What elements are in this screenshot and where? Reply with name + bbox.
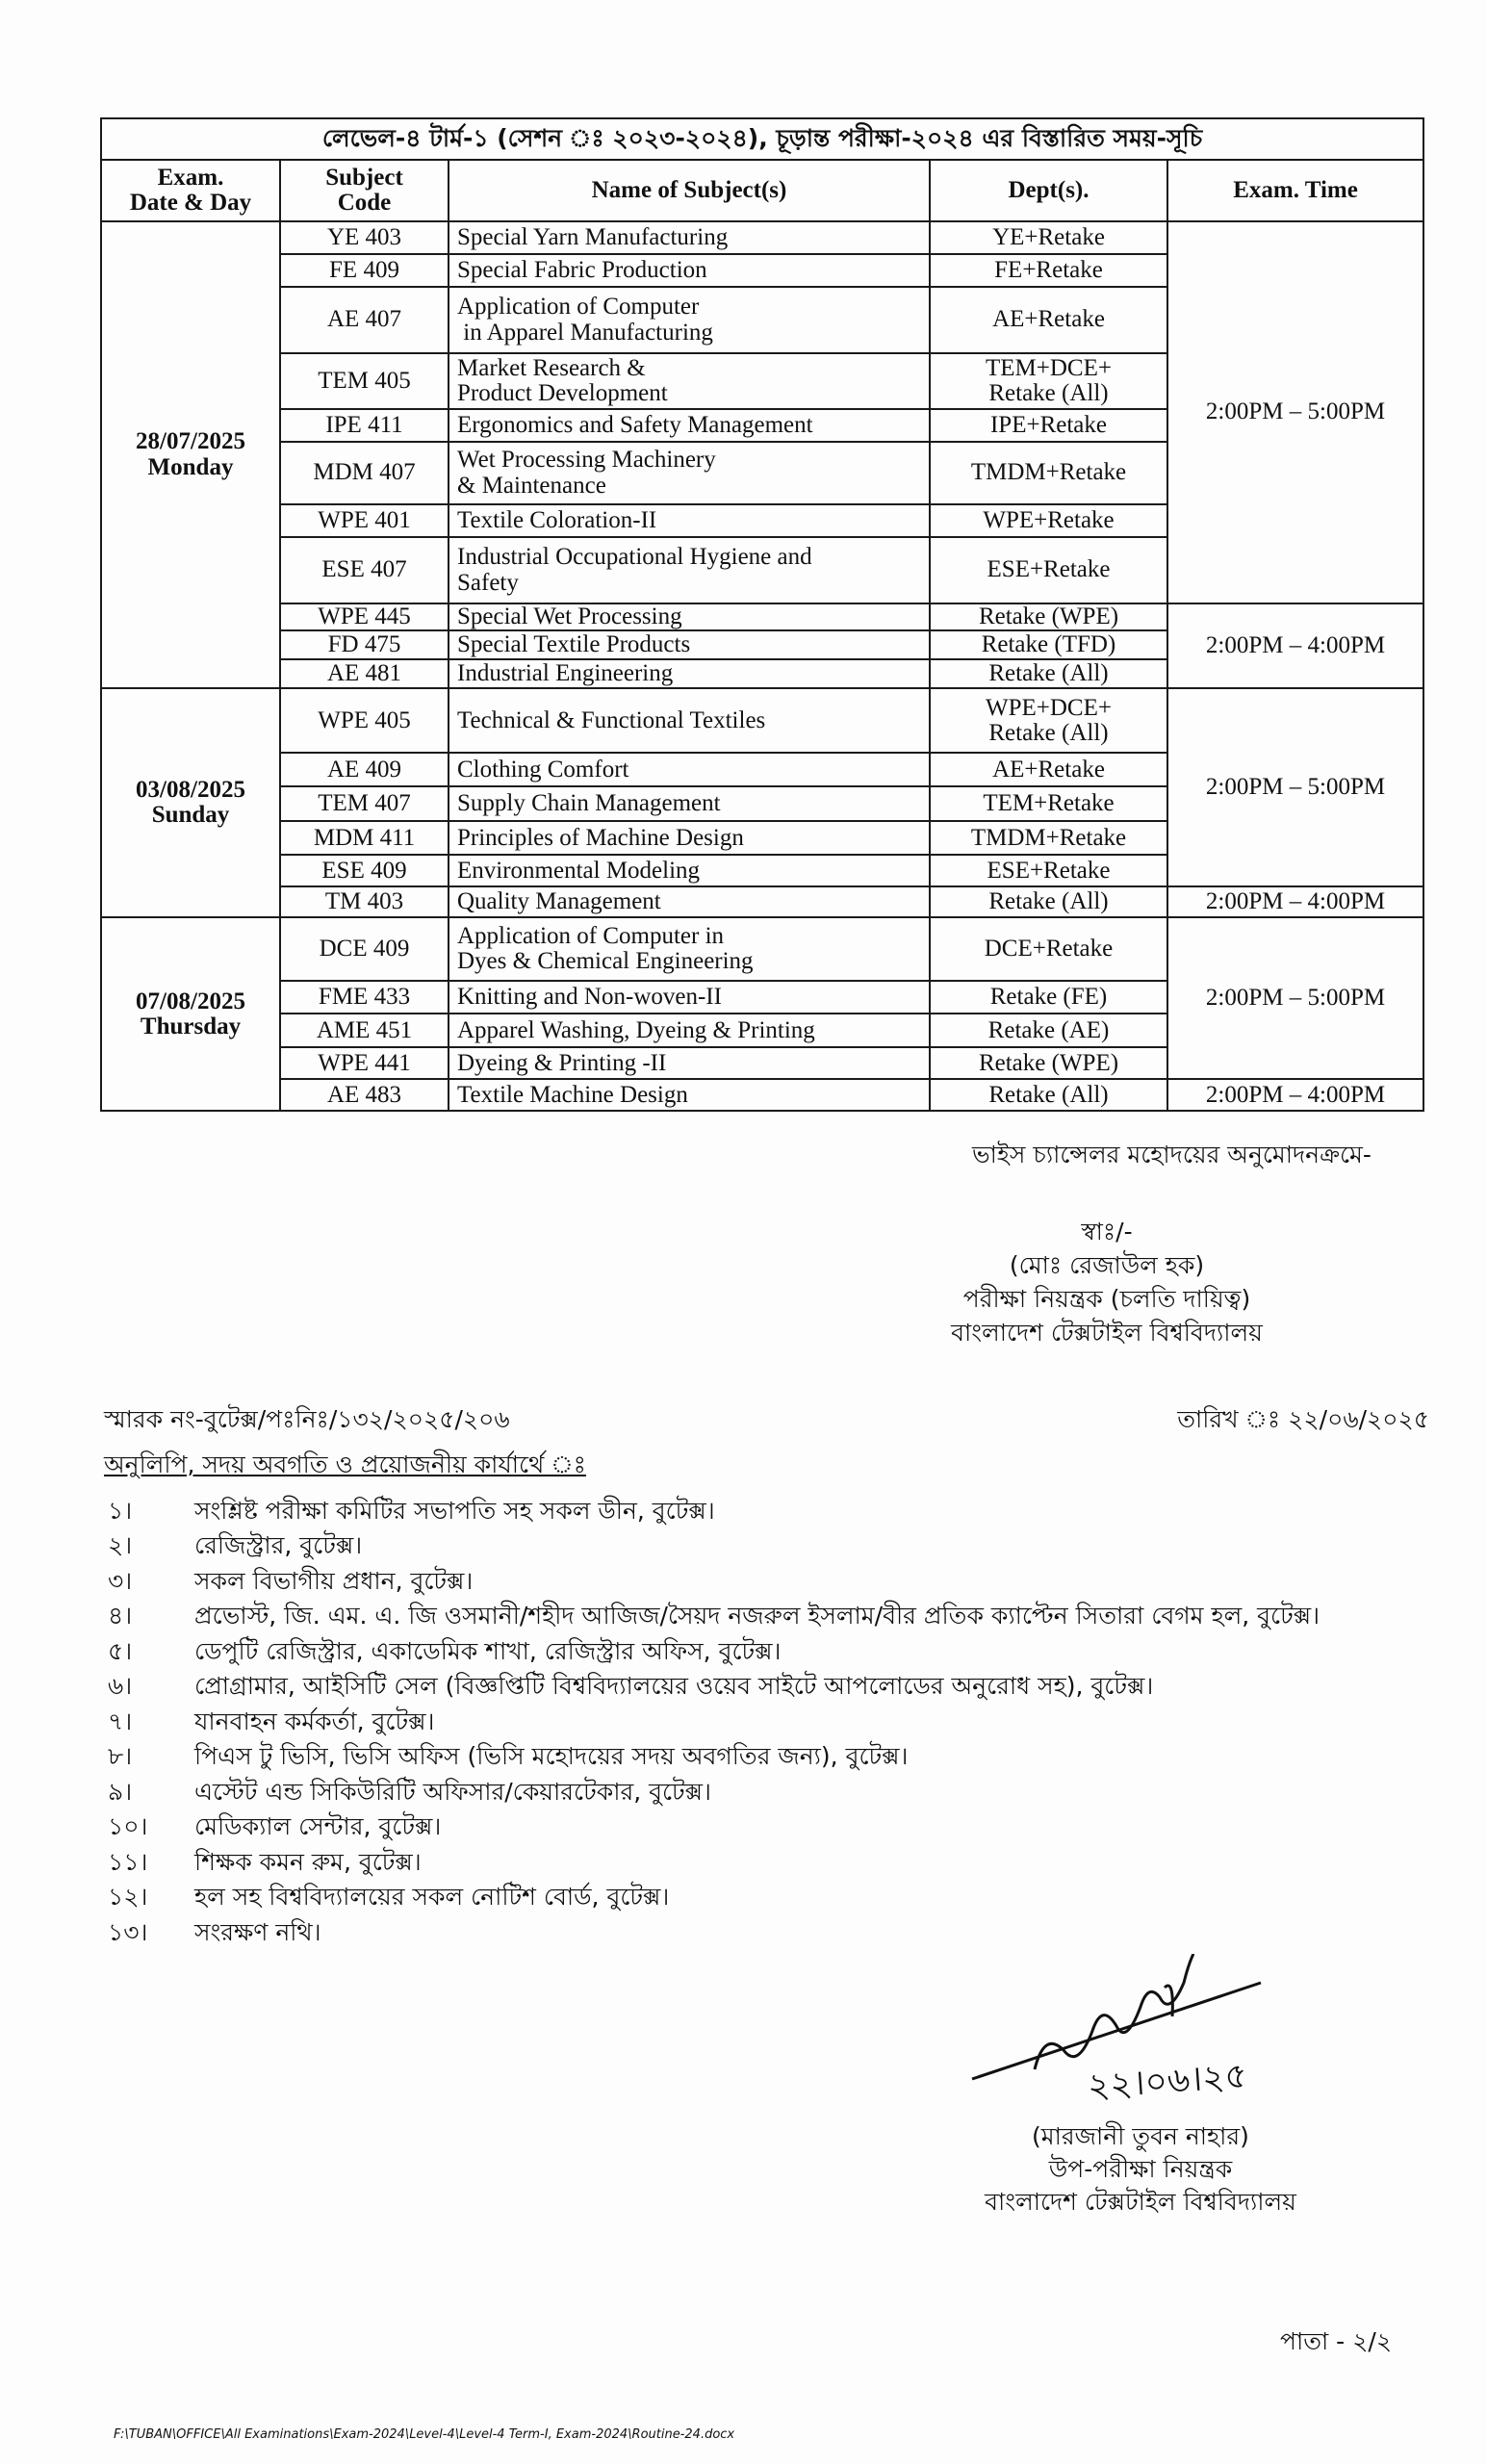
- cc-list-item: [108, 1811, 1320, 1847]
- dept-line: DCE+Retake: [984, 936, 1114, 962]
- exam-day: Monday: [147, 453, 234, 480]
- subject-code: TEM 407: [280, 786, 449, 821]
- dept-line: Retake (AE): [987, 1016, 1110, 1043]
- table-row: [101, 688, 1423, 753]
- subject-name-line: Market Research &: [457, 354, 646, 381]
- subject-name-line: Wet Processing Machinery: [457, 447, 716, 474]
- subject-name: [449, 917, 930, 981]
- dept-line: TMDM+Retake: [970, 824, 1127, 851]
- subject-name-line: Application of Computer: [457, 294, 700, 321]
- cc-item-text: পিএস টু ভিসি, ভিসি অফিস (ভিসি মহোদয়ের সদয় অবগতির জন্য), বুটেক্স।: [194, 1742, 909, 1771]
- cc-item-text: প্রোগ্রামার, আইসিটি সেল (বিজ্ঞপ্তিটি বিশ্ববিদ্যালয়ের ওয়েব সাইটে আপলোডের অনুরোধ সহ), বুটেক্স।: [194, 1672, 1154, 1701]
- dept-line: Retake (All): [988, 719, 1109, 746]
- subject-name-line: Special Yarn Manufacturing: [457, 223, 729, 250]
- dept-line: AE+Retake: [992, 756, 1105, 783]
- subject-name-line: Knitting and Non-woven-II: [457, 984, 722, 1011]
- subject-code: WPE 441: [280, 1047, 449, 1079]
- subject-name-line: Environmental Modeling: [457, 857, 701, 884]
- subject-name: [449, 254, 930, 287]
- cc-item-number: ১২।: [108, 1883, 148, 1912]
- cc-item-number: ১৩।: [108, 1917, 148, 1946]
- cc-item-number: ৫।: [108, 1636, 133, 1665]
- subject-name-line: & Maintenance: [457, 472, 606, 499]
- dept-line: Retake (WPE): [978, 603, 1119, 629]
- subject-name-line: Application of Computer in: [457, 923, 725, 949]
- cc-item-number: ৪।: [108, 1602, 133, 1630]
- subject-code: IPE 411: [280, 409, 449, 442]
- cc-list-item: [108, 1776, 1320, 1811]
- subject-name-line: Textile Coloration-II: [457, 506, 657, 533]
- subject-name: [449, 1014, 930, 1047]
- subject-name-line: Clothing Comfort: [457, 756, 629, 783]
- subject-name-line: Ergonomics and Safety Management: [457, 411, 813, 438]
- exam-time: 2:00PM – 4:00PM: [1167, 1079, 1423, 1111]
- subject-code: YE 403: [280, 221, 449, 254]
- subject-name-line: Special Fabric Production: [457, 256, 707, 283]
- header-time: Exam. Time: [1167, 160, 1423, 221]
- signatory2-title: উপ-পরীক্ষা নিয়ন্ত্রক: [1048, 2155, 1233, 2183]
- subject-code: MDM 411: [280, 821, 449, 855]
- dept-line: IPE+Retake: [989, 411, 1107, 438]
- subject-code: ESE 407: [280, 537, 449, 603]
- subject-name-line: Dyes & Chemical Engineering: [457, 948, 754, 975]
- exam-date-cell: [101, 688, 280, 917]
- exam-date-cell: [101, 221, 280, 688]
- exam-time: 2:00PM – 4:00PM: [1167, 886, 1423, 917]
- approval-note: ভাইস চ্যান্সেলর মহোদয়ের অনুমোদনক্রমে-: [972, 1141, 1372, 1168]
- cc-item-text: হল সহ বিশ্ববিদ্যালয়ের সকল নোটিশ বোর্ড, বুটেক্স।: [194, 1883, 670, 1912]
- dept-line: ESE+Retake: [987, 556, 1111, 583]
- subject-code: FME 433: [280, 981, 449, 1014]
- subject-name-line: in Apparel Manufacturing: [457, 319, 713, 346]
- signatory-block-1: [895, 1215, 1319, 1349]
- dept-cell: [930, 409, 1167, 442]
- subject-code: TEM 405: [280, 353, 449, 409]
- subject-name-line: Textile Machine Design: [457, 1081, 688, 1108]
- dept-cell: [930, 786, 1167, 821]
- dept-cell: [930, 221, 1167, 254]
- subject-name: [449, 659, 930, 688]
- subject-name: [449, 630, 930, 659]
- exam-date: 07/08/2025: [136, 988, 245, 1014]
- cc-item-text: সকল বিভাগীয় প্রধান, বুটেক্স।: [194, 1566, 474, 1595]
- cc-item-text: সংরক্ষণ নথি।: [194, 1917, 321, 1946]
- exam-time: 2:00PM – 5:00PM: [1167, 688, 1423, 886]
- exam-date: 03/08/2025: [136, 777, 245, 803]
- dept-line: Retake (All): [988, 1081, 1109, 1108]
- subject-code: MDM 407: [280, 442, 449, 504]
- subject-code: AME 451: [280, 1014, 449, 1047]
- dept-cell: [930, 886, 1167, 917]
- cc-list-item: [108, 1846, 1320, 1882]
- dept-line: Retake (All): [988, 888, 1109, 915]
- subject-name-line: Industrial Occupational Hygiene and: [457, 544, 812, 571]
- subject-name-line: Quality Management: [457, 888, 661, 915]
- cc-list-item: [108, 1671, 1320, 1707]
- dept-line: WPE+DCE+: [986, 694, 1112, 721]
- cc-list-item: [108, 1706, 1320, 1741]
- signatory2-org: বাংলাদেশ টেক্সটাইল বিশ্ববিদ্যালয়: [985, 2188, 1296, 2216]
- subject-name: [449, 221, 930, 254]
- dept-cell: [930, 688, 1167, 753]
- dept-line: Retake (FE): [989, 984, 1108, 1011]
- table-row: [101, 917, 1423, 981]
- dept-cell: [930, 442, 1167, 504]
- signatory-title: পরীক্ষা নিয়ন্ত্রক (চলতি দায়িত্ব): [962, 1285, 1251, 1313]
- subject-code: AE 409: [280, 753, 449, 786]
- exam-time: 2:00PM – 4:00PM: [1167, 603, 1423, 688]
- cc-list-item: [108, 1530, 1320, 1566]
- subject-name-line: Technical & Functional Textiles: [457, 706, 766, 733]
- table-row: [101, 886, 1423, 917]
- cc-list-item: [108, 1635, 1320, 1671]
- dept-cell: [930, 504, 1167, 537]
- dept-cell: [930, 1079, 1167, 1111]
- subject-name: [449, 1079, 930, 1111]
- dept-cell: [930, 1014, 1167, 1047]
- subject-name: [449, 504, 930, 537]
- subject-code: AE 481: [280, 659, 449, 688]
- cc-list: [108, 1495, 1320, 1952]
- dept-cell: [930, 981, 1167, 1014]
- memo-date: তারিখ ঃ ২২/০৬/২০২৫: [1177, 1405, 1429, 1433]
- cc-item-number: ৩।: [108, 1566, 133, 1595]
- cc-item-number: ১।: [108, 1496, 133, 1525]
- dept-line: ESE+Retake: [987, 857, 1111, 884]
- cc-list-item: [108, 1565, 1320, 1601]
- signed-mark: স্বাঃ/-: [1081, 1218, 1133, 1245]
- exam-time: 2:00PM – 5:00PM: [1167, 917, 1423, 1079]
- table-row: [101, 603, 1423, 630]
- dept-cell: [930, 855, 1167, 886]
- cc-item-number: ৯।: [108, 1777, 133, 1806]
- file-path: F:\TUBAN\OFFICE\All Examinations\Exam-2024\Level-4\Level-4 Term-I, Exam-2024\Routine-24.docx: [114, 2427, 735, 2442]
- cc-list-item: [108, 1882, 1320, 1917]
- exam-day: Thursday: [140, 1013, 242, 1040]
- subject-name-line: Dyeing & Printing -II: [457, 1049, 667, 1076]
- subject-name: [449, 287, 930, 353]
- dept-line: Retake (TFD): [981, 631, 1116, 658]
- subject-code: AE 407: [280, 287, 449, 353]
- subject-code: FD 475: [280, 630, 449, 659]
- dept-cell: [930, 1047, 1167, 1079]
- subject-name: [449, 886, 930, 917]
- handwritten-date: ২২।০৬।২৫: [1086, 2056, 1249, 2107]
- cc-item-text: মেডিক্যাল সেন্টার, বুটেক্স।: [194, 1812, 442, 1841]
- cc-item-text: শিক্ষক কমন রুম, বুটেক্স।: [194, 1847, 422, 1876]
- cc-list-item: [108, 1916, 1320, 1952]
- subject-code: DCE 409: [280, 917, 449, 981]
- signatory-name: (মোঃ রেজাউল হক): [1009, 1251, 1205, 1279]
- table-title: লেভেল-৪ টার্ম-১ (সেশন ঃ ২০২৩-২০২৪), চূড়ান্ত পরীক্ষা-২০২৪ এর বিস্তারিত সময়-সূচি: [101, 118, 1423, 160]
- subject-name-line: Special Textile Products: [457, 631, 691, 658]
- subject-name-line: Special Wet Processing: [457, 603, 682, 629]
- exam-time: 2:00PM – 5:00PM: [1167, 221, 1423, 603]
- cc-item-text: যানবাহন কর্মকর্তা, বুটেক্স।: [194, 1707, 435, 1735]
- subject-code: FE 409: [280, 254, 449, 287]
- dept-line: Retake (WPE): [978, 1049, 1119, 1076]
- subject-name: [449, 353, 930, 409]
- signatory-block-2: [962, 2120, 1319, 2219]
- dept-line: Retake (All): [988, 660, 1109, 687]
- dept-line: AE+Retake: [992, 306, 1105, 333]
- subject-name-line: Product Development: [457, 380, 668, 406]
- table-row: [101, 221, 1423, 254]
- dept-line: Retake (All): [988, 380, 1109, 406]
- cc-heading: অনুলিপি, সদয় অবগতি ও প্রয়োজনীয় কার্যার্থে ঃ: [104, 1450, 586, 1478]
- dept-cell: [930, 753, 1167, 786]
- dept-line: TEM+DCE+: [986, 354, 1112, 381]
- cc-item-number: ২।: [108, 1531, 133, 1560]
- subject-name: [449, 981, 930, 1014]
- subject-code: WPE 445: [280, 603, 449, 630]
- subject-code: WPE 401: [280, 504, 449, 537]
- dept-line: WPE+Retake: [983, 506, 1115, 533]
- page-number: পাতা - ২/২: [1280, 2327, 1393, 2355]
- subject-name: [449, 603, 930, 630]
- handwritten-signature: [943, 1954, 1328, 2118]
- cc-item-number: ১০।: [108, 1812, 148, 1841]
- cc-item-text: ডেপুটি রেজিস্ট্রার, একাডেমিক শাখা, রেজিস্ট্রার অফিস, বুটেক্স।: [194, 1636, 782, 1665]
- cc-item-text: রেজিস্ট্রার, বুটেক্স।: [194, 1531, 363, 1560]
- dept-cell: [930, 821, 1167, 855]
- cc-item-text: এস্টেট এন্ড সিকিউরিটি অফিসার/কেয়ারটেকার, বুটেক্স।: [194, 1777, 711, 1806]
- cc-item-number: ৭।: [108, 1707, 133, 1735]
- dept-cell: [930, 537, 1167, 603]
- subject-code: AE 483: [280, 1079, 449, 1111]
- dept-line: TEM+Retake: [983, 790, 1115, 817]
- dept-cell: [930, 630, 1167, 659]
- subject-name-line: Safety: [457, 569, 519, 596]
- exam-date-cell: [101, 917, 280, 1111]
- table-row: [101, 1079, 1423, 1111]
- dept-cell: [930, 353, 1167, 409]
- dept-cell: [930, 254, 1167, 287]
- subject-code: WPE 405: [280, 688, 449, 753]
- dept-line: FE+Retake: [994, 256, 1103, 283]
- header-code: Subject Code: [280, 160, 449, 221]
- subject-name: [449, 409, 930, 442]
- signatory-org: বাংলাদেশ টেক্সটাইল বিশ্ববিদ্যালয়: [951, 1319, 1263, 1347]
- subject-name: [449, 821, 930, 855]
- memo-number: স্মারক নং-বুটেক্স/পঃনিঃ/১৩২/২০২৫/২০৬: [104, 1405, 510, 1433]
- dept-line: TMDM+Retake: [970, 459, 1127, 486]
- dept-cell: [930, 659, 1167, 688]
- signatory2-name: (মারজানী তুবন নাহার): [1032, 2122, 1249, 2150]
- dept-line: YE+Retake: [992, 223, 1105, 250]
- subject-name-line: Industrial Engineering: [457, 660, 674, 687]
- subject-name: [449, 1047, 930, 1079]
- header-name: Name of Subject(s): [449, 160, 930, 221]
- subject-name: [449, 786, 930, 821]
- cc-item-text: সংশ্লিষ্ট পরীক্ষা কমিটির সভাপতি সহ সকল ডীন, বুটেক্স।: [194, 1496, 715, 1525]
- subject-name-line: Supply Chain Management: [457, 790, 721, 817]
- cc-item-number: ৮।: [108, 1742, 133, 1771]
- exam-schedule-table: [100, 117, 1424, 1112]
- subject-name-line: Principles of Machine Design: [457, 824, 744, 851]
- subject-code: TM 403: [280, 886, 449, 917]
- subject-name: [449, 688, 930, 753]
- subject-name-line: Apparel Washing, Dyeing & Printing: [457, 1016, 815, 1043]
- dept-cell: [930, 287, 1167, 353]
- header-date: Exam. Date & Day: [101, 160, 280, 221]
- dept-cell: [930, 603, 1167, 630]
- dept-cell: [930, 917, 1167, 981]
- cc-list-item: [108, 1601, 1320, 1636]
- header-dept: Dept(s).: [930, 160, 1167, 221]
- cc-list-item: [108, 1495, 1320, 1530]
- cc-list-item: [108, 1741, 1320, 1777]
- subject-name: [449, 753, 930, 786]
- cc-item-number: ৬।: [108, 1672, 133, 1701]
- subject-name: [449, 537, 930, 603]
- header-row: [101, 160, 1423, 221]
- subject-code: ESE 409: [280, 855, 449, 886]
- subject-name: [449, 442, 930, 504]
- exam-date: 28/07/2025: [136, 428, 245, 455]
- subject-name: [449, 855, 930, 886]
- exam-day: Sunday: [151, 802, 230, 829]
- cc-item-text: প্রভোস্ট, জি. এম. এ. জি ওসমানী/শহীদ আজিজ/সৈয়দ নজরুল ইসলাম/বীর প্রতিক ক্যাপ্টেন সিতারা বেগম হল, বুটেক্স।: [194, 1602, 1320, 1630]
- cc-item-number: ১১।: [108, 1847, 148, 1876]
